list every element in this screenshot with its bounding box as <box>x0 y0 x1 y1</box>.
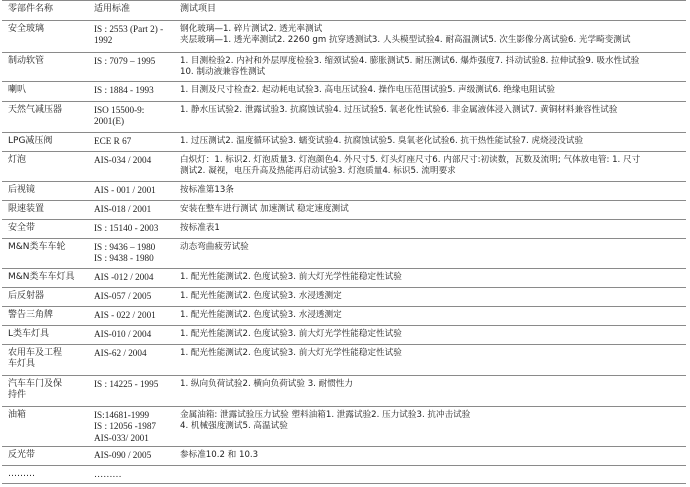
table-row <box>2 376 686 407</box>
standard-cell <box>88 21 174 53</box>
standard-cell <box>88 220 174 239</box>
standard-cell <box>88 307 174 326</box>
part-name-cell <box>2 182 88 201</box>
part-name-cell <box>2 220 88 239</box>
test-items-line: 1. 配光性能测试2. 色度试验3. 前大灯光学性能稳定性试验 <box>180 348 402 358</box>
test-items-cell <box>174 182 686 201</box>
test-items-line: 安装在整车进行测试 加速测试 稳定速度测试 <box>180 204 349 214</box>
standard-line: AIS - 001 / 2001 <box>94 185 156 195</box>
standard-line: ……… <box>94 469 122 480</box>
part-name-line: 后反射器 <box>8 291 45 301</box>
standard-cell <box>88 447 174 466</box>
part-name-cell <box>2 326 88 345</box>
test-items-cell <box>174 407 686 447</box>
part-name-cell <box>2 307 88 326</box>
standard-cell <box>88 152 174 182</box>
standards-table <box>2 0 686 484</box>
part-name-line: 警告三角牌 <box>8 310 54 320</box>
part-name-cell <box>2 288 88 307</box>
part-name-cell <box>2 407 88 447</box>
part-name-line: 限速装置 <box>8 204 45 214</box>
test-items-line: 1. 目测及尺寸检查2. 起动耗电试验3. 高电压试验4. 操作电压范围试验5. 声级测试6. 绝缘电阻试验 <box>180 85 555 95</box>
part-name-line: 农用车及工程 <box>8 348 63 358</box>
standard-cell <box>88 182 174 201</box>
standard-cell <box>88 269 174 288</box>
standard-cell <box>88 239 174 269</box>
standard-line: AIS-090 / 2005 <box>94 450 152 461</box>
standard-line: AIS-034 / 2004 <box>94 155 152 165</box>
part-name-line: 天然气减压器 <box>8 105 63 115</box>
table-row <box>2 133 686 152</box>
table-row <box>2 288 686 307</box>
part-name-line: 制动软管 <box>8 56 45 66</box>
test-items-cell <box>174 326 686 345</box>
part-name-line: 反光带 <box>8 450 36 461</box>
header-part-name: 零部件名称 <box>2 1 88 21</box>
test-items-cell <box>174 53 686 82</box>
standard-cell <box>88 326 174 345</box>
standard-cell <box>88 376 174 407</box>
standard-line: IS : 2553 (Part 2) - <box>94 24 164 34</box>
table-row <box>2 182 686 201</box>
table-row <box>2 447 686 466</box>
standard-cell <box>88 53 174 82</box>
standard-line: IS : 7079 – 1995 <box>94 56 156 66</box>
part-name-cell <box>2 447 88 466</box>
part-name-line: 灯泡 <box>8 155 27 165</box>
part-name-line: M&N类车车轮 <box>8 242 66 252</box>
test-items-cell <box>174 152 686 182</box>
test-items-cell <box>174 133 686 152</box>
table-row <box>2 82 686 102</box>
part-name-cell <box>2 466 88 483</box>
part-name-cell <box>2 21 88 53</box>
part-name-cell <box>2 133 88 152</box>
standard-cell <box>88 407 174 447</box>
table-row <box>2 307 686 326</box>
standard-line: AIS - 022 / 2001 <box>94 310 156 320</box>
part-name-line: 安全带 <box>8 223 36 233</box>
standard-line: IS : 15140 - 2003 <box>94 223 159 233</box>
test-items-line: 按标准第13条 <box>180 185 234 195</box>
test-items-line: 1. 静水压试验2. 泄露试验3. 抗腐蚀试验4. 过压试验5. 氧老化性试验6. 非金属液体浸入测试7. 黄铜材料兼容性试验 <box>180 105 618 115</box>
standard-line: AIS -012 / 2004 <box>94 272 154 282</box>
test-items-cell <box>174 102 686 133</box>
standard-cell <box>88 345 174 376</box>
table-row <box>2 102 686 133</box>
test-items-line: 1. 纵向负荷试验2. 横向负荷试验 3. 耐惯性力 <box>180 379 354 389</box>
part-name-line: 安全玻璃 <box>8 24 45 34</box>
table-header-row <box>2 1 686 21</box>
part-name-cell <box>2 239 88 269</box>
standard-line: 2001(E) <box>94 116 125 127</box>
standard-line: IS : 1884 - 1993 <box>94 85 154 95</box>
standard-line: AIS-018 / 2001 <box>94 204 152 214</box>
test-items-line: 4. 机械强度测试5. 高温试验 <box>180 421 288 432</box>
standard-line: ISO 15500-9: <box>94 105 145 115</box>
test-items-line: 1. 配光性能测试2. 色度试验3. 水浸透测定 <box>180 291 342 301</box>
part-name-line: 汽车车门及保 <box>8 379 63 389</box>
standard-cell <box>88 82 174 102</box>
header-test-items: 测试项目 <box>174 1 686 21</box>
test-items-cell <box>174 21 686 53</box>
standard-line: ECE R 67 <box>94 136 132 146</box>
table-row <box>2 326 686 345</box>
test-items-cell <box>174 288 686 307</box>
test-items-cell <box>174 201 686 220</box>
part-name-cell <box>2 152 88 182</box>
test-items-cell <box>174 376 686 407</box>
standard-line: IS : 9436 – 1980 <box>94 242 156 252</box>
standard-line: AIS-62 / 2004 <box>94 348 147 358</box>
table-row <box>2 466 686 483</box>
part-name-line: M&N类车车灯具 <box>8 272 75 282</box>
standard-cell <box>88 288 174 307</box>
part-name-line: ……… <box>8 469 35 480</box>
table-row <box>2 201 686 220</box>
part-name-cell <box>2 102 88 133</box>
part-name-cell <box>2 82 88 102</box>
standard-line: 1992 <box>94 35 113 46</box>
test-items-line: 1. 配光性能测试2. 色度试验3. 前大灯光学性能稳定性试验 <box>180 272 402 282</box>
standard-line: IS:14681-1999 <box>94 410 150 420</box>
standard-line: AIS-057 / 2005 <box>94 291 152 301</box>
part-name-cell <box>2 269 88 288</box>
part-name-line: 持件 <box>8 390 27 401</box>
test-items-line: 测试2. 凝视，电压升高及热能再启动试验3. 灯泡质量4. 标识5. 流明要求 <box>180 166 456 177</box>
part-name-cell <box>2 376 88 407</box>
table-row <box>2 239 686 269</box>
test-items-line: 钢化玻璃—1. 碎片测试2. 透光率测试 <box>180 24 323 34</box>
part-name-cell <box>2 53 88 82</box>
part-name-cell <box>2 345 88 376</box>
test-items-cell <box>174 82 686 102</box>
standard-line: AIS-033/ 2001 <box>94 432 149 443</box>
test-items-line: 按标准表1 <box>180 223 220 233</box>
test-items-line: 夹层玻璃—1. 透光率测试2. 2260 gm 抗穿透测试3. 人头模型试验4. 耐高温测试5. 次生影像分离试验6. 光学畸变测试 <box>180 35 631 46</box>
standard-cell <box>88 102 174 133</box>
part-name-line: 后视镜 <box>8 185 36 195</box>
part-name-cell <box>2 201 88 220</box>
test-items-cell <box>174 466 686 483</box>
test-items-line: 1. 目测检验2. 内衬和外层厚度检验3. 缩颈试验4. 膨胀测试5. 耐压测试6. 爆炸强度7. 抖动试验8. 拉伸试验9. 吸水性试验 <box>180 56 640 66</box>
part-name-line: 喇叭 <box>8 85 27 95</box>
part-name-line: 车灯具 <box>8 359 36 370</box>
table-row <box>2 345 686 376</box>
test-items-line: 白炽灯：1. 标识2. 灯泡质量3. 灯泡颜色4. 外尺寸5. 灯头灯座尺寸6. 内部尺寸:初读数，瓦数及流明; 气体放电管: 1. 尺寸 <box>180 155 641 165</box>
test-items-cell <box>174 345 686 376</box>
table-row <box>2 53 686 82</box>
test-items-cell <box>174 307 686 326</box>
test-items-line: 参标准10.2 和 10.3 <box>180 450 259 461</box>
test-items-cell <box>174 239 686 269</box>
test-items-line: 动态弯曲疲劳试验 <box>180 242 249 252</box>
standard-cell <box>88 201 174 220</box>
standard-line: IS : 9438 - 1980 <box>94 253 154 264</box>
standard-cell <box>88 466 174 483</box>
part-name-line: L类车灯具 <box>8 329 50 339</box>
table-row <box>2 269 686 288</box>
test-items-line: 1. 配光性能测试2. 色度试验3. 水浸透测定 <box>180 310 342 320</box>
table-row <box>2 21 686 53</box>
test-items-line: 金属油箱: 泄露试验压力试验 塑料油箱1. 泄露试验2. 压力试验3. 抗冲击试验 <box>180 410 471 420</box>
test-items-line: 1. 配光性能测试2. 色度试验3. 前大灯光学性能稳定性试验 <box>180 329 402 339</box>
test-items-cell <box>174 269 686 288</box>
standard-line: IS : 12056 -1987 <box>94 421 157 432</box>
test-items-line: 1. 过压测试2. 温度循环试验3. 蠕变试验4. 抗腐蚀试验5. 臭氧老化试验6. 抗干热性能试验7. 虎烧浸没试验 <box>180 136 584 146</box>
standard-line: AIS-010 / 2004 <box>94 329 152 339</box>
part-name-line: 油箱 <box>8 410 27 420</box>
standards-table-sheet <box>2 0 686 484</box>
header-standard: 适用标准 <box>88 1 174 21</box>
test-items-cell <box>174 220 686 239</box>
table-row <box>2 220 686 239</box>
test-items-line: 10. 制动液兼容性测试 <box>180 67 266 78</box>
table-row <box>2 152 686 182</box>
standard-cell <box>88 133 174 152</box>
test-items-cell <box>174 447 686 466</box>
part-name-line: LPG减压阀 <box>8 136 53 146</box>
standard-line: IS : 14225 - 1995 <box>94 379 159 389</box>
table-row <box>2 407 686 447</box>
